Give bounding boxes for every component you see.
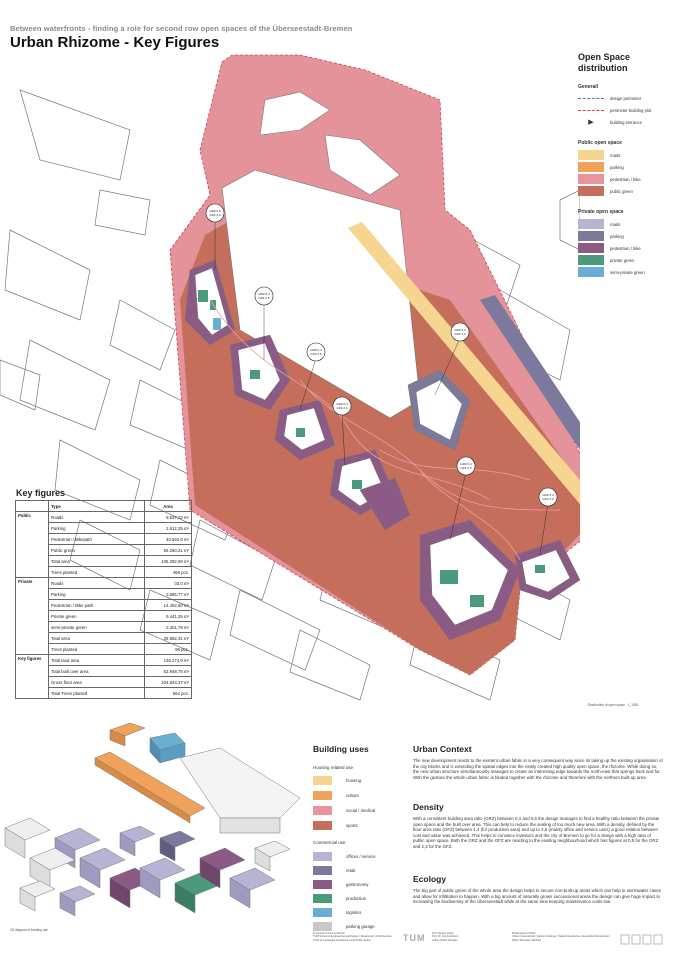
cell-type: Total built over area [49, 666, 145, 677]
cell-area: 468 pcs. [145, 567, 192, 578]
legend-label: housing [346, 778, 362, 783]
legend-semi-private-green [578, 266, 670, 278]
cell-type: Private green [49, 611, 145, 622]
tum-logo: TUM [403, 933, 426, 943]
group-key-figures: Key figures [16, 655, 49, 699]
cell-type: Total area [49, 633, 145, 644]
legend-label: pedestrian / bike [610, 245, 641, 251]
swatch [313, 908, 332, 917]
legend-public-roads [578, 149, 670, 161]
cell-type: Pedestrian / Bikepath [49, 534, 145, 545]
cell-type: Roads [49, 578, 145, 589]
legend-label: parking garage [346, 924, 375, 929]
legend-label: perimeter building plot [610, 107, 652, 113]
legend-title-2: distribution [578, 63, 628, 73]
marker-2-grz: GRZ 0,4 [258, 292, 270, 296]
swatch [578, 267, 604, 277]
chair-logo-icon [620, 932, 664, 943]
footer-university: Technical University Munich TUM School of Engineering and Design / Department of Architecture Chair of Landscape Architecture and Public Space [313, 932, 392, 942]
marker-7-grz: GRZ 0,4 [542, 493, 554, 497]
swatch [313, 866, 332, 875]
table-row [16, 655, 192, 666]
density-title: Density [413, 802, 444, 812]
cell-area: 53.948,75 m² [145, 666, 192, 677]
marker-6-grz: GRZ 0,4 [460, 462, 472, 466]
cell-area: 55.250,21 m² [145, 545, 192, 556]
poster-subtitle: Between waterfronts - finding a role for second row open spaces of the Überseestadt-Bremen [10, 24, 353, 33]
swatch [578, 231, 604, 241]
cell-area: 40.592,8 m² [145, 534, 192, 545]
footer-students: Masterproject WS21 Johann Amersdorfer, Sabine Krattinger, Paula Rosenheimer, Alexandra Wertschuster Writer Semester 2021/22 [512, 932, 610, 942]
swatch [313, 852, 332, 861]
cell-area: 3.686,77 m² [145, 589, 192, 600]
axo-caption: 3D diagram of building use [10, 928, 48, 932]
legend-public-parking [578, 161, 670, 173]
legend-culture [313, 791, 359, 800]
legend-design-perimeter [578, 92, 670, 104]
legend-label: design perimeter [610, 95, 642, 101]
key-figures-table [15, 500, 192, 699]
legend-social-medical [313, 806, 375, 815]
swatch [578, 243, 604, 253]
legend-label: logistics [346, 910, 362, 915]
entrance-arrow-icon: ▶ [588, 119, 594, 126]
cell-type: Trees planted [49, 644, 145, 655]
urban-context-body: The new development reacts to the existent urban fabric in a very consequent way since its taking up the existing organisation of the city blocks and is extending the spatial edges into the newly created high quality open space, the rhizome. While doing so, the new urban structure simultaneously manages to create an interesting edge towards the north-east that springs back and for. With the gesture the whole urban fabric is binded together with the rhizome and therefore with the northern built-up area. [413, 758, 663, 780]
cell-type: semi-private green [49, 622, 145, 633]
group-public: Public [16, 512, 49, 578]
cell-type: Parking [49, 523, 145, 534]
cell-area: 1.612,25 m² [145, 523, 192, 534]
legend-label: roads [610, 152, 621, 158]
legend-label: parking [610, 233, 624, 239]
legend-public-title: Public open space [578, 140, 622, 146]
cell-type: Total area [49, 556, 145, 567]
legend-private-pedestrian [578, 242, 670, 254]
building-uses-title: Building uses [313, 744, 369, 754]
legend-general-title: Generall [578, 84, 599, 90]
swatch [578, 174, 604, 184]
legend-private-green [578, 254, 670, 266]
cell-area: 8.637,33 m² [145, 512, 192, 523]
swatch [313, 894, 332, 903]
table-row [16, 578, 192, 589]
legend-label: pedestrian / bike [610, 176, 641, 182]
swatch [578, 162, 604, 172]
urban-context-title: Urban Context [413, 744, 472, 754]
legend-public-green [578, 185, 670, 197]
cell-area: 104.843,37 m² [145, 677, 192, 688]
legend-production [313, 894, 366, 903]
ecology-body: The big part of public green of the whole area the design helps to secure non-built-up areas which can help in stormwater cases and allow for infiltration to happen. With a big amount of naturally grown successional areas the design can give huge impact to increasing the biodiversity of the Überseestadt while at the same time keeping maintenance costs low. [413, 888, 661, 905]
legend-private-title: Private open space [578, 209, 624, 215]
swatch [313, 880, 332, 889]
legend-title-1: Open Space [578, 52, 631, 62]
marker-1-grz: GRZ 0,5 [209, 209, 221, 213]
cell-area: 9.441,26 m² [145, 611, 192, 622]
legend-label: private green [610, 257, 635, 263]
legend-label: public green [610, 188, 633, 194]
density-body: With a consistent building area ratio (GRZ) between 0,4 and 0,5 the design manages to find a healthy ratio between the private open space and the built over area. This can help to reduce the sealing of too much new area. With a density, defined by the floor area ratio (GFZ) between 1,4 (for production area) and up to 2,5 (mainly office and service uses) a good relation between cost and value was achieved. This helps to convince investors and the city of Bremen to go for a design with a high ratio of public open space. Both the GRZ and the GFZ are reacting to the existing neighbourhood which has figures at 0,5 for the GRZ and 2,3 for the GFZ. [413, 816, 660, 849]
footer-professors: Prof. Regine Keller Prof. Dr. Uta Koschenz Jeffrey Robin Shingler [432, 932, 459, 942]
swatch [578, 150, 604, 160]
table-header [16, 501, 192, 512]
legend-private-roads [578, 218, 670, 230]
marker-2-gfz: GFZ 2,5 [258, 296, 270, 300]
key-figures-title: Key figures [16, 488, 66, 498]
commercial-use-title: Commercial use [313, 840, 346, 845]
legend-parking-garage [313, 922, 375, 931]
legend-label: building entrance [610, 119, 642, 125]
cell-type: Total Trees planted [49, 688, 145, 699]
legend-label: social / medical [346, 808, 376, 813]
marker-5-gfz: GFZ 2,4 [336, 406, 348, 410]
ecology-title: Ecology [413, 874, 447, 884]
legend-private-parking [578, 230, 670, 242]
swatch [578, 219, 604, 229]
legend-label: roads [610, 221, 621, 227]
legend-label: culture [346, 793, 359, 798]
marker-5-grz: GRZ 0,4 [336, 402, 348, 406]
cell-type: Total land area [49, 655, 145, 666]
swatch [313, 922, 332, 931]
legend-label: production [346, 896, 367, 901]
cell-area: 136.274,9 m² [145, 655, 192, 666]
col-type: Type [49, 501, 145, 512]
legend-label: gastronomy [346, 882, 369, 887]
cell-area: 14.452,50 m² [145, 600, 192, 611]
cell-type: Pedestrian / Bike path [49, 600, 145, 611]
cell-type: Public green [49, 545, 145, 556]
marker-3-gfz: GFZ 2,5 [310, 352, 322, 356]
swatch [313, 791, 332, 800]
cell-type: Gross floor area [49, 677, 145, 688]
legend-building-entrance [578, 116, 670, 128]
legend-perimeter-building-plot [578, 104, 670, 116]
marker-3-grz: GRZ 0,4 [310, 348, 322, 352]
legend-sports [313, 821, 358, 830]
marker-6-gfz: GFZ 2,5 [460, 466, 472, 470]
legend-label: parking [610, 164, 624, 170]
marker-4-gfz: GFZ 1,4 [454, 332, 466, 336]
legend-housing [313, 776, 361, 785]
design-perimeter-swatch [578, 98, 604, 99]
swatch [578, 255, 604, 265]
swatch [313, 776, 332, 785]
cell-type: Roads [49, 512, 145, 523]
cell-type: Parking [49, 589, 145, 600]
table-row [16, 512, 192, 523]
legend-panel [578, 52, 670, 278]
legend-offices [313, 852, 376, 861]
map-scale-note: Distribution of open space - 1_1000 [588, 703, 639, 707]
marker-7-gfz: GFZ 2,3 [542, 497, 554, 501]
perimeter-plot-swatch [578, 110, 604, 111]
legend-gastronomy [313, 880, 368, 889]
legend-retail [313, 866, 355, 875]
cell-area: 29.982,31 m² [145, 633, 192, 644]
marker-1-gfz: GFZ 2,4 [209, 213, 221, 217]
group-private: Private [16, 578, 49, 655]
swatch [313, 806, 332, 815]
marker-4-grz: GRZ 0,4 [454, 328, 466, 332]
cell-type: Trees planted [49, 567, 145, 578]
poster-title: Urban Rhizome - Key Figures [10, 34, 220, 51]
legend-public-pedestrian [578, 173, 670, 185]
col-area: Area [145, 501, 192, 512]
cell-area: 2.401,79 m² [145, 622, 192, 633]
cell-area: 96 pcs. [145, 644, 192, 655]
cell-area: 564 pcs. [145, 688, 192, 699]
cell-area: 105.292,59 m² [145, 556, 192, 567]
axonometric-building-use-diagram [0, 718, 300, 928]
legend-label: retail [346, 868, 356, 873]
cell-area: 03,0 m² [145, 578, 192, 589]
legend-label: sports [346, 823, 358, 828]
swatch [578, 186, 604, 196]
legend-label: offices / service [346, 854, 376, 859]
housing-use-title: Housing related use [313, 765, 354, 770]
swatch [313, 821, 332, 830]
legend-logistics [313, 908, 361, 917]
legend-label: semi-private green [610, 269, 645, 275]
